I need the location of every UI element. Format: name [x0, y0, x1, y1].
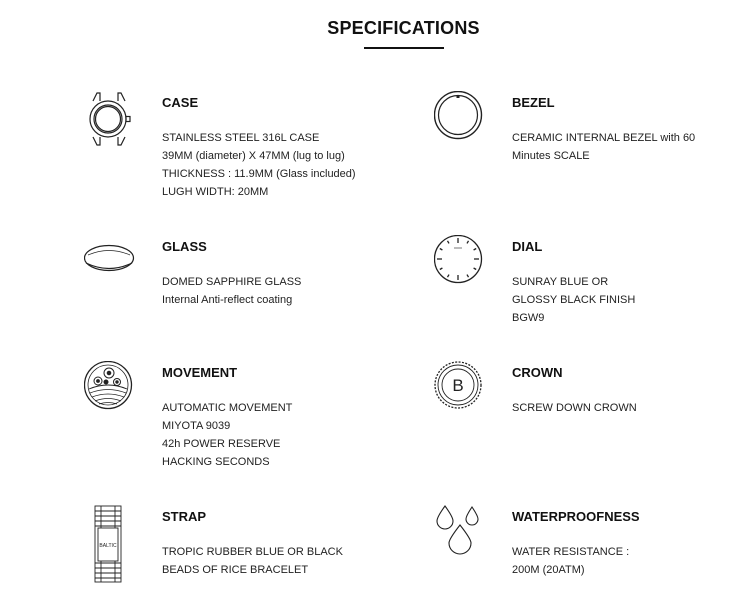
- spec-details: [512, 273, 635, 327]
- movement-rotor-icon: [84, 365, 134, 445]
- spec-line: LUGH WIDTH: 20MM: [162, 186, 269, 198]
- bezel-ring-icon: [434, 95, 484, 175]
- spec-line: WATER RESISTANCE :: [512, 546, 630, 558]
- spec-line: HACKING SECONDS: [162, 456, 270, 468]
- spec-line: DOMED SAPPHIRE GLASS: [162, 276, 302, 288]
- spec-line: 42h POWER RESERVE: [162, 438, 281, 450]
- spec-line: Minutes SCALE: [512, 150, 590, 162]
- watch-case-icon: [84, 95, 134, 175]
- spec-details: [162, 399, 292, 471]
- bracelet-brand-text: BALTIC: [99, 543, 117, 549]
- spec-line: TROPIC RUBBER BLUE OR BLACK: [162, 546, 343, 558]
- spec-line: SCREW DOWN CROWN: [512, 402, 637, 414]
- spec-line: 39MM (diameter) X 47MM (lug to lug): [162, 150, 345, 162]
- title-underline: [364, 47, 444, 49]
- crown-icon: [434, 365, 484, 445]
- spec-name: GLASS: [162, 239, 207, 254]
- watch-dial-icon: [434, 239, 484, 319]
- spec-name: CROWN: [512, 365, 563, 380]
- spec-name: DIAL: [512, 239, 543, 254]
- spec-line: GLOSSY BLACK FINISH: [512, 294, 636, 306]
- spec-details: [512, 129, 695, 165]
- spec-details: [512, 399, 637, 417]
- spec-line: BEADS OF RICE BRACELET: [162, 564, 309, 576]
- spec-line: BGW9: [512, 312, 545, 324]
- bracelet-icon: [84, 509, 134, 589]
- spec-line: Internal Anti-reflect coating: [162, 294, 293, 306]
- spec-name: STRAP: [162, 509, 207, 524]
- spec-name: MOVEMENT: [162, 365, 238, 380]
- spec-details: [512, 543, 629, 579]
- spec-line: CERAMIC INTERNAL BEZEL with 60: [512, 132, 696, 144]
- spec-details: [162, 273, 301, 309]
- water-drops-icon: [434, 509, 484, 589]
- spec-line: THICKNESS : 11.9MM (Glass included): [162, 168, 356, 180]
- spec-line: MIYOTA 9039: [162, 420, 231, 432]
- spec-line: 200M (20ATM): [512, 564, 585, 576]
- spec-line: STAINLESS STEEL 316L CASE: [162, 132, 320, 144]
- spec-name: WATERPROOFNESS: [512, 509, 640, 524]
- spec-line: AUTOMATIC MOVEMENT: [162, 402, 293, 414]
- spec-details: [162, 543, 343, 579]
- page-title: SPECIFICATIONS: [327, 18, 480, 38]
- spec-name: BEZEL: [512, 95, 555, 110]
- crown-letter: B: [452, 376, 464, 395]
- spec-details: [162, 129, 356, 201]
- spec-line: SUNRAY BLUE OR: [512, 276, 609, 288]
- spec-name: CASE: [162, 95, 199, 110]
- domed-glass-icon: [84, 239, 134, 319]
